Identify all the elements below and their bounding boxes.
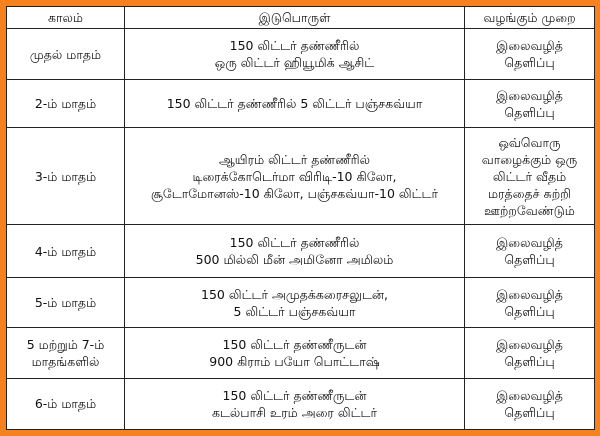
table-row: [7, 278, 595, 328]
method-cell: [465, 278, 595, 328]
input-cell: [125, 378, 465, 429]
header-input: இடுபொருள்: [125, 7, 465, 29]
method-cell: [465, 29, 595, 80]
method-line: இலைவழித்: [496, 235, 563, 250]
table-row: [7, 29, 595, 80]
input-line: 150 லிட்டர் தண்ணீரில்: [229, 38, 360, 54]
table-row: [7, 224, 595, 277]
input-line: 150 லிட்டர் தண்ணீருடன்: [222, 337, 367, 353]
method-line: தெளிப்பு: [504, 55, 555, 71]
period-cell: [7, 224, 125, 277]
method-line: வாழைக்கும் ஒரு: [481, 151, 578, 167]
method-cell: [465, 328, 595, 378]
header-period: காலம்: [7, 7, 125, 29]
method-line: இலைவழித்: [496, 337, 563, 353]
period-cell: [7, 80, 125, 128]
input-line: 150 லிட்டர் தண்ணீரில்: [229, 235, 360, 250]
period-line: முதல் மாதம்: [29, 46, 102, 62]
header-row: [7, 7, 595, 29]
method-cell: [465, 224, 595, 277]
method-line: இலைவழித்: [496, 87, 563, 103]
period-cell: [7, 29, 125, 80]
input-line: 150 லிட்டர் அமுதக்கரைசலுடன்,: [201, 286, 388, 302]
input-cell: [125, 80, 465, 128]
input-line: சூடோமோனஸ்-10 கிலோ, பஞ்சகவ்யா-10 லிட்டர்: [150, 185, 439, 201]
input-line: 5 லிட்டர் பஞ்சகவ்யா: [233, 303, 356, 319]
period-cell: [7, 378, 125, 429]
method-line: இலைவழித்: [496, 387, 563, 403]
method-cell: [465, 128, 595, 224]
table-row: [7, 80, 595, 128]
method-line: ஒவ்வொரு: [498, 134, 561, 150]
input-line: ஆயிரம் லிட்டர் தண்ணீரில்: [219, 151, 370, 167]
input-line: 150 லிட்டர் தண்ணீருடன்: [222, 387, 367, 403]
header-method: வழங்கும் முறை: [465, 7, 595, 29]
method-line: தெளிப்பு: [504, 404, 555, 420]
method-cell: [465, 378, 595, 429]
input-line: கடல்பாசி உரம் அரை லிட்டர்: [211, 404, 378, 420]
period-cell: [7, 128, 125, 224]
input-cell: [125, 328, 465, 378]
period-cell: [7, 328, 125, 378]
input-line: டிரைக்கோடெர்மா விரிடி-10 கிலோ,: [192, 168, 397, 184]
input-cell: [125, 128, 465, 224]
input-line: ஒரு லிட்டர் ஹியூமிக் ஆசிட்: [214, 55, 375, 71]
period-line: 2-ம் மாதம்: [34, 96, 97, 112]
table-row: [7, 128, 595, 224]
method-cell: [465, 80, 595, 128]
method-line: தெளிப்பு: [504, 104, 555, 120]
method-line: தெளிப்பு: [504, 303, 555, 319]
method-line: தெளிப்பு: [504, 252, 555, 267]
method-line: தெளிப்பு: [504, 354, 555, 370]
period-line: 3-ம் மாதம்: [34, 168, 97, 184]
period-line: 6-ம் மாதம்: [34, 396, 97, 412]
period-line: 5 மற்றும் 7-ம்: [26, 337, 105, 353]
input-cell: [125, 29, 465, 80]
table-row: [7, 378, 595, 429]
period-line: 5-ம் மாதம்: [34, 295, 97, 311]
method-line: மரத்தைச் சுற்றி: [488, 185, 571, 201]
input-line: 150 லிட்டர் தண்ணீரில் 5 லிட்டர் பஞ்சகவ்யா: [166, 96, 423, 112]
fertilizer-schedule-table: [6, 6, 595, 430]
input-cell: [125, 224, 465, 277]
input-cell: [125, 278, 465, 328]
method-line: இலைவழித்: [496, 38, 563, 54]
period-cell: [7, 278, 125, 328]
method-line: லிட்டர் வீதம்: [492, 168, 567, 184]
method-line: இலைவழித்: [496, 286, 563, 302]
input-line: 900 கிராம் பயோ பொட்டாஷ்: [209, 354, 380, 370]
table-row: [7, 328, 595, 378]
input-line: 500 மில்லி மீன் அமினோ அமிலம்: [195, 252, 394, 267]
period-line: மாதங்களில்: [31, 354, 100, 370]
period-line: 4-ம் மாதம்: [34, 243, 97, 259]
method-line: ஊற்றவேண்டும்: [484, 202, 575, 218]
